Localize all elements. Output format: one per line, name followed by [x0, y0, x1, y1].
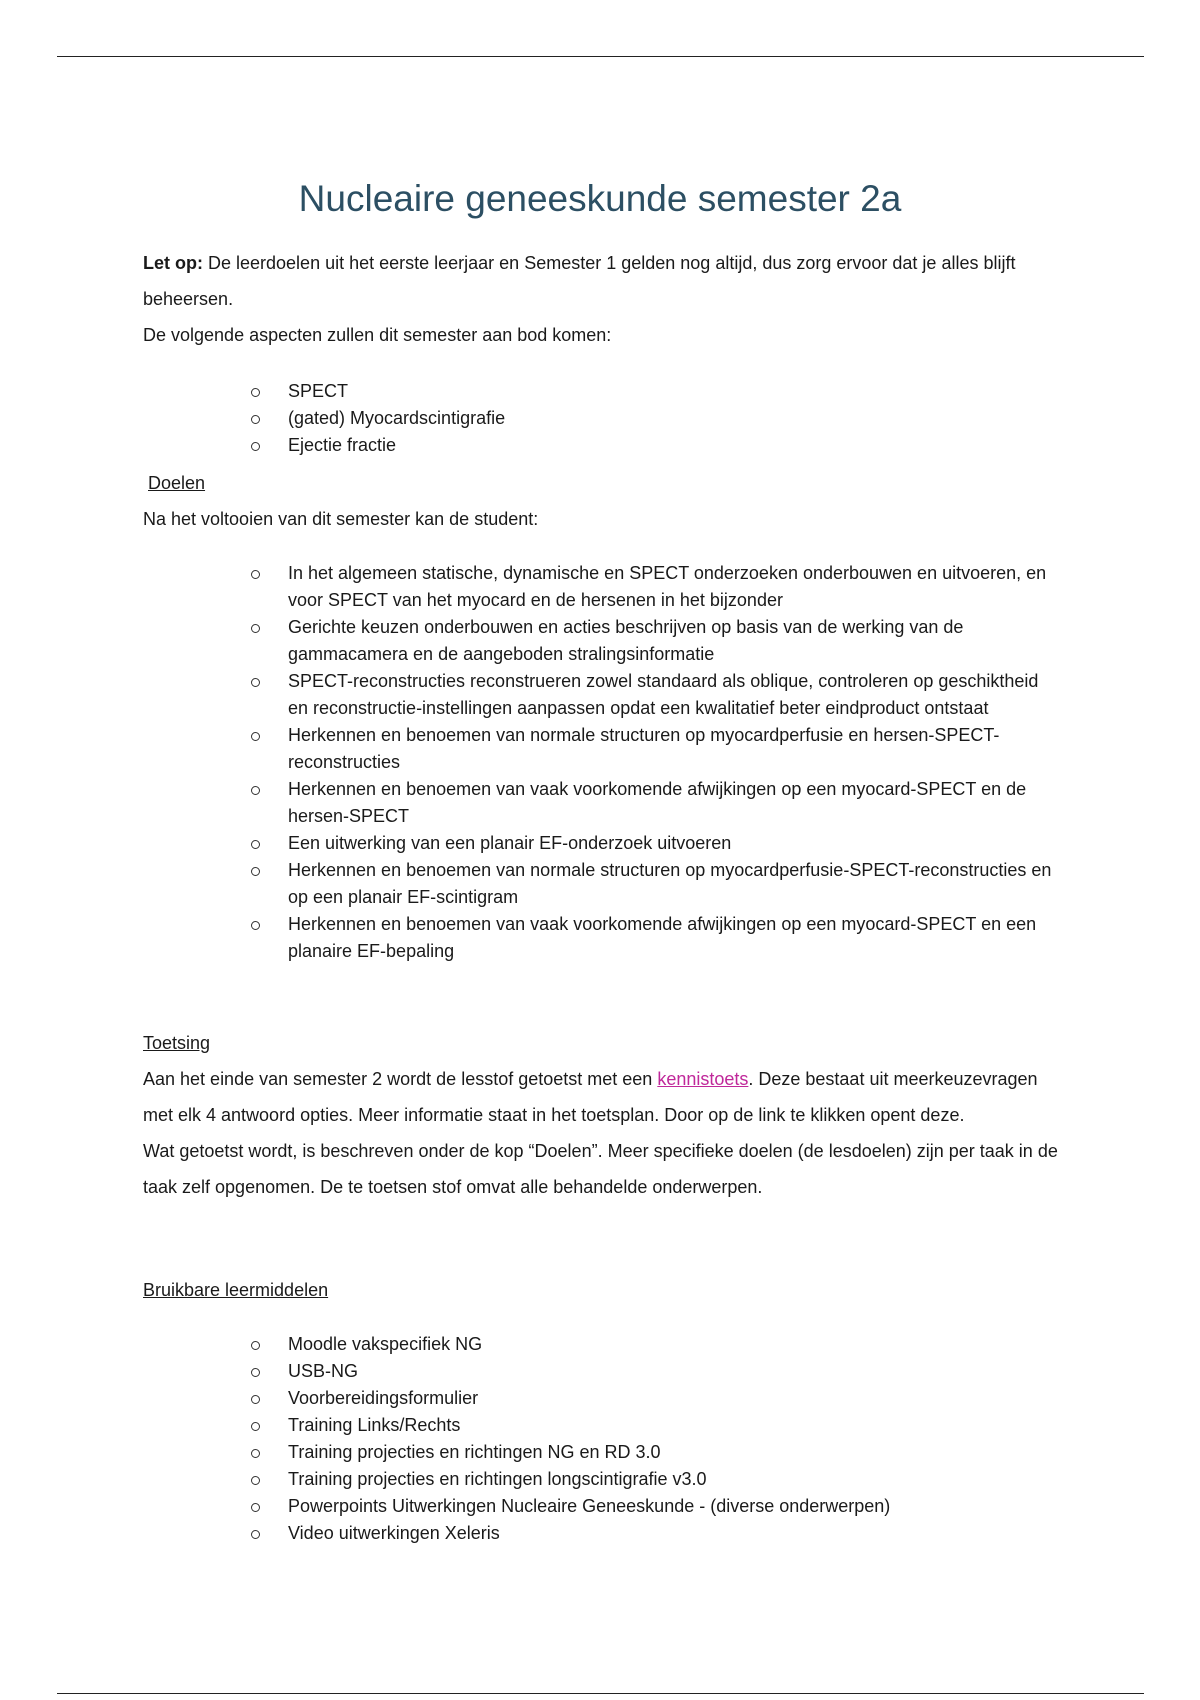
circle-bullet-icon	[251, 415, 260, 424]
resources-list	[143, 1331, 1063, 1547]
aspects-list-wrap	[143, 378, 1063, 459]
circle-bullet-icon	[251, 921, 260, 930]
circle-bullet-icon	[251, 1395, 260, 1404]
circle-bullet-icon	[251, 1422, 260, 1431]
list-item: USB-NG	[288, 1358, 1063, 1385]
resources-list-wrap	[143, 1331, 1063, 1547]
goals-heading: Doelen	[148, 473, 206, 493]
aspects-list	[143, 378, 1063, 459]
circle-bullet-icon	[251, 442, 260, 451]
intro-section	[143, 245, 1063, 353]
assessment-section	[143, 1025, 1063, 1205]
list-item: Moodle vakspecifiek NG	[288, 1331, 1063, 1358]
circle-bullet-icon	[251, 678, 260, 687]
kennistoets-link[interactable]: kennistoets	[657, 1069, 749, 1089]
circle-bullet-icon	[251, 1368, 260, 1377]
assessment-paragraph-1: Aan het einde van semester 2 wordt de lesstof getoetst met een kennistoets. Deze bestaat uit meerkeuzevragen met elk 4 antwoord opties. Meer informatie staat in het toetsplan. Door op de link te klikken opent deze.	[143, 1069, 1038, 1125]
list-item: Powerpoints Uitwerkingen Nucleaire Geneeskunde - (diverse onderwerpen)	[288, 1493, 1063, 1520]
list-item: SPECT-reconstructies reconstrueren zowel standaard als oblique, controleren op geschiktheid en reconstructie-instellingen aanpassen opdat een kwalitatief beter eindproduct ontstaat	[288, 668, 1063, 722]
circle-bullet-icon	[251, 1341, 260, 1350]
list-item: Herkennen en benoemen van vaak voorkomende afwijkingen op een myocard-SPECT en een planaire EF-bepaling	[288, 911, 1063, 965]
list-item: Herkennen en benoemen van normale structuren op myocardperfusie-SPECT-reconstructies en op een planair EF-scintigram	[288, 857, 1063, 911]
goals-intro: Na het voltooien van dit semester kan de student:	[143, 509, 539, 529]
list-item: Training projecties en richtingen longscintigrafie v3.0	[288, 1466, 1063, 1493]
list-item: Herkennen en benoemen van vaak voorkomende afwijkingen op een myocard-SPECT en de hersen-SPECT	[288, 776, 1063, 830]
list-item: SPECT	[288, 378, 1063, 405]
resources-header	[143, 1272, 1063, 1308]
assessment-paragraph-2: Wat getoetst wordt, is beschreven onder de kop “Doelen”. Meer specifieke doelen (de lesdoelen) zijn per taak in de taak zelf opgenomen. De te toetsen stof omvat alle behandelde onderwerpen.	[143, 1141, 1058, 1197]
circle-bullet-icon	[251, 624, 260, 633]
circle-bullet-icon	[251, 786, 260, 795]
top-rule	[57, 56, 1144, 57]
note-label: Let op:	[143, 253, 203, 273]
note-text: De leerdoelen uit het eerste leerjaar en Semester 1 gelden nog altijd, dus zorg ervoor dat je alles blijft beheersen.	[143, 253, 1016, 309]
circle-bullet-icon	[251, 388, 260, 397]
goals-header	[143, 465, 1063, 537]
page-title: Nucleaire geneeskunde semester 2a	[298, 178, 902, 219]
list-item: Ejectie fractie	[288, 432, 1063, 459]
goals-list-wrap	[143, 560, 1063, 965]
list-item: In het algemeen statische, dynamische en SPECT onderzoeken onderbouwen en uitvoeren, en voor SPECT van het myocard en de hersenen in het bijzonder	[288, 560, 1063, 614]
circle-bullet-icon	[251, 1476, 260, 1485]
list-item: (gated) Myocardscintigrafie	[288, 405, 1063, 432]
circle-bullet-icon	[251, 570, 260, 579]
list-item: Gerichte keuzen onderbouwen en acties beschrijven op basis van de werking van de gammacamera en de aangeboden stralingsinformatie	[288, 614, 1063, 668]
circle-bullet-icon	[251, 867, 260, 876]
list-item: Training Links/Rechts	[288, 1412, 1063, 1439]
list-item: Herkennen en benoemen van normale structuren op myocardperfusie en hersen-SPECT-reconstructies	[288, 722, 1063, 776]
intro-note	[143, 245, 1063, 317]
goals-list	[143, 560, 1063, 965]
list-item: Voorbereidingsformulier	[288, 1385, 1063, 1412]
assessment-heading: Toetsing	[143, 1033, 211, 1053]
bottom-rule	[57, 1693, 1144, 1694]
resources-heading: Bruikbare leermiddelen	[143, 1280, 329, 1300]
circle-bullet-icon	[251, 1449, 260, 1458]
list-item: Video uitwerkingen Xeleris	[288, 1520, 1063, 1547]
list-item: Training projecties en richtingen NG en RD 3.0	[288, 1439, 1063, 1466]
circle-bullet-icon	[251, 732, 260, 741]
circle-bullet-icon	[251, 1503, 260, 1512]
list-item: Een uitwerking van een planair EF-onderzoek uitvoeren	[288, 830, 1063, 857]
circle-bullet-icon	[251, 840, 260, 849]
aspects-intro: De volgende aspecten zullen dit semester aan bod komen:	[143, 325, 612, 345]
circle-bullet-icon	[251, 1530, 260, 1539]
